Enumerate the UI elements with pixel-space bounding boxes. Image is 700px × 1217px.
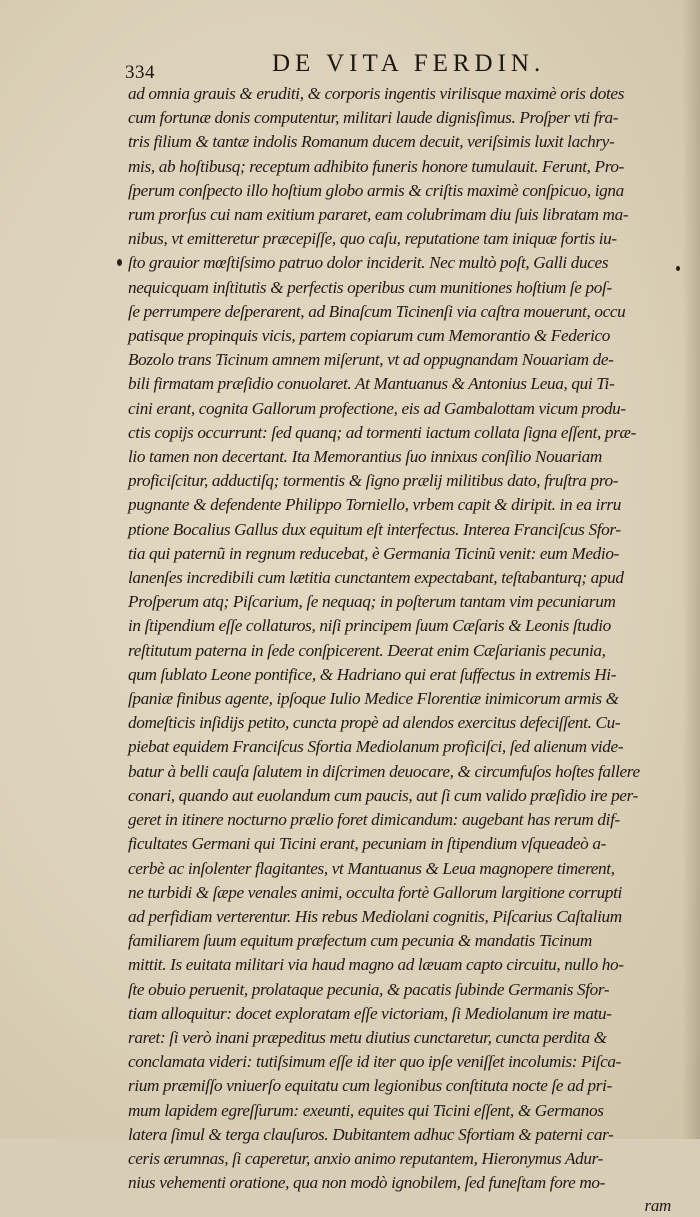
text-line: piebat equidem Franciſcus Sfortia Mediolanum proficiſci, ſed alienum vide-: [128, 737, 624, 757]
text-line: tris filium & tantæ indolis Romanum ducem decuit, veriſsimis luxit lachry-: [128, 132, 615, 152]
text-line: ne turbidi & ſæpe venales animi, occulta fortè Gallorum largitione corrupti: [128, 882, 622, 902]
text-line: reſtitutum paterna in ſede conſpicerent. Deerat enim Cæſarianis pecunia,: [128, 640, 606, 660]
text-line: nius vehementi oratione, qua non modò ignobilem, ſed funeſtam fore mo-: [128, 1173, 606, 1193]
text-line: patisque propinquis vicis, partem copiarum cum Memorantio & Federico: [128, 326, 611, 346]
text-line: pugnante & defendente Philippo Torniello, vrbem capit & diripit. in ea irru: [128, 495, 621, 515]
text-line: nibus, vt emitteretur præcepiſſe, quo caſu, reputatione tam iniquæ fortis iu-: [128, 229, 617, 249]
text-line: tia qui paternũ in regnum reducebat, è Germania Ticinũ venit: eum Medio-: [128, 543, 619, 563]
ink-speck: [117, 259, 122, 266]
text-line: rum prorſus cui nam exitium pararet, eam colubrimam diu ſuis libratam ma-: [128, 205, 629, 225]
body-text: [128, 82, 673, 1217]
text-line: latera ſimul & terga clauſuros. Dubitantem adhuc Sfortiam & paterni car-: [128, 1124, 614, 1144]
text-line: bili firmatam præſidio conuolaret. At Mantuanus & Antonius Leua, qui Ti-: [128, 374, 615, 394]
text-line: raret: ſi verò inani præpeditus metu diutius cunctaretur, cuncta perdita &: [128, 1027, 607, 1047]
text-line: ſte obuio peruenit, prolataque pecunia, & pacatis ſubinde Germanis Sfor-: [128, 979, 610, 999]
text-line: ceris ærumnas, ſi caperetur, anxio animo reputantem, Hieronymus Adur-: [128, 1148, 604, 1168]
text-line: lanenſes incredibili cum lætitia cunctantem expectabant, teſtabanturq; apud: [128, 568, 624, 588]
text-line: conclamata videri: tutiſsimum eſſe id iter quo ipſe veniſſet incolumis: Piſca-: [128, 1052, 621, 1072]
text-line: ſpaniæ finibus agente, ipſoque Iulio Medice Florentiæ inimicorum armis &: [128, 689, 619, 709]
text-line: lio tamen non decertant. Ita Memorantius ſuo innixus conſilio Nouariam: [128, 447, 602, 467]
text-line: Bozolo trans Ticinum amnem miſerunt, vt ad oppugnandam Nouariam de-: [128, 350, 614, 370]
page-number: 334: [125, 62, 155, 83]
text-line: proficiſcitur, adductiſq; tormentis & ſigno prælij militibus dato, fruſtra pro-: [128, 471, 619, 491]
ink-speck: [676, 266, 680, 271]
running-head: DE VITA FERDIN.: [272, 50, 546, 77]
text-line: domeſticis inſidijs petito, cuncta propè ad alendos exercitus defeciſſent. Cu-: [128, 713, 621, 733]
text-line: tiam alloquitur: docet exploratam eſſe victoriam, ſi Mediolanum ire matu-: [128, 1003, 612, 1023]
text-line: ſperum conſpecto illo hoſtium globo armis & criſtis maximè conſpicuo, igna: [128, 180, 624, 200]
text-line: Proſperum atq; Piſcarium, ſe nequaq; in poſterum tantam vim pecuniarum: [128, 592, 616, 612]
text-line: mittit. Is euitata militari via haud magno ad læuam capto circuitu, nullo ho-: [128, 955, 624, 975]
text-line: in ſtipendium eſſe collaturos, niſi principem ſuum Cæſaris & Leonis ſtudio: [128, 616, 611, 636]
text-line: qum ſublato Leone pontifice, & Hadriano qui erat ſuffectus in extremis Hi-: [128, 664, 617, 684]
text-line: rium præmiſſo vniuerſo equitatu cum legionibus conſtituta nocte ſe ad pri-: [128, 1076, 612, 1096]
text-line: ptione Bocalius Gallus dux equitum eſt interfectus. Interea Franciſcus Sfor-: [128, 519, 621, 539]
text-line: nequicquam inſtitutis & perfectis operibus cum munitiones hoſtium ſe poſ-: [128, 277, 612, 297]
text-line: ficultates Germani qui Ticini erant, pecuniam in ſtipendium vſqueadeò a-: [128, 834, 606, 854]
text-line: ſe perrumpere deſperarent, ad Binaſcum Ticinenſi via caſtra mouerunt, occu: [128, 301, 626, 321]
text-line: mum lapidem egreſſurum: exeunti, equites qui Ticini eſſent, & Germanos: [128, 1100, 604, 1120]
text-line: cerbè ac inſolenter flagitantes, vt Mantuanus & Leua magnopere timerent,: [128, 858, 615, 878]
gutter-shadow: [682, 0, 700, 1139]
text-line: familiarem ſuum equitum præfectum cum pecunia & mandatis Ticinum: [128, 931, 592, 951]
text-line: ad omnia grauis & eruditi, & corporis ingentis virilisque maximè oris dotes: [128, 84, 625, 103]
text-line: mis, ab hoſtibusq; receptum adhibito funeris honore tumulauit. Ferunt, Pro-: [128, 156, 625, 176]
text-line: cum fortunæ donis computentur, militari laude dignisſimus. Proſper vti fra-: [128, 108, 619, 128]
text-line: ad perfidiam verterentur. His rebus Mediolani cognitis, Piſcarius Caſtalium: [128, 906, 622, 926]
text-line: cini erant, cognita Gallorum profectione, eis ad Gambalottam vicum produ-: [128, 398, 626, 418]
text-line: geret in itinere nocturno prælio foret dimicandum: augebant has rerum dif-: [128, 810, 620, 830]
text-line: ſto grauior mœſtiſsimo patruo dolor inciderit. Nec multò poſt, Galli duces: [128, 253, 609, 273]
text-line: batur à belli cauſa ſalutem in diſcrimen deuocare, & circumfuſos hoſtes fallere: [128, 761, 640, 781]
text-line: conari, quando aut euolandum cum paucis, aut ſi cum valido præſidio ire per-: [128, 785, 638, 805]
text-line: ctis copijs occurrunt: ſed quanq; ad tormenti iactum collata ſigna eſſent, præ-: [128, 422, 636, 442]
catchword: ram: [644, 1196, 671, 1216]
